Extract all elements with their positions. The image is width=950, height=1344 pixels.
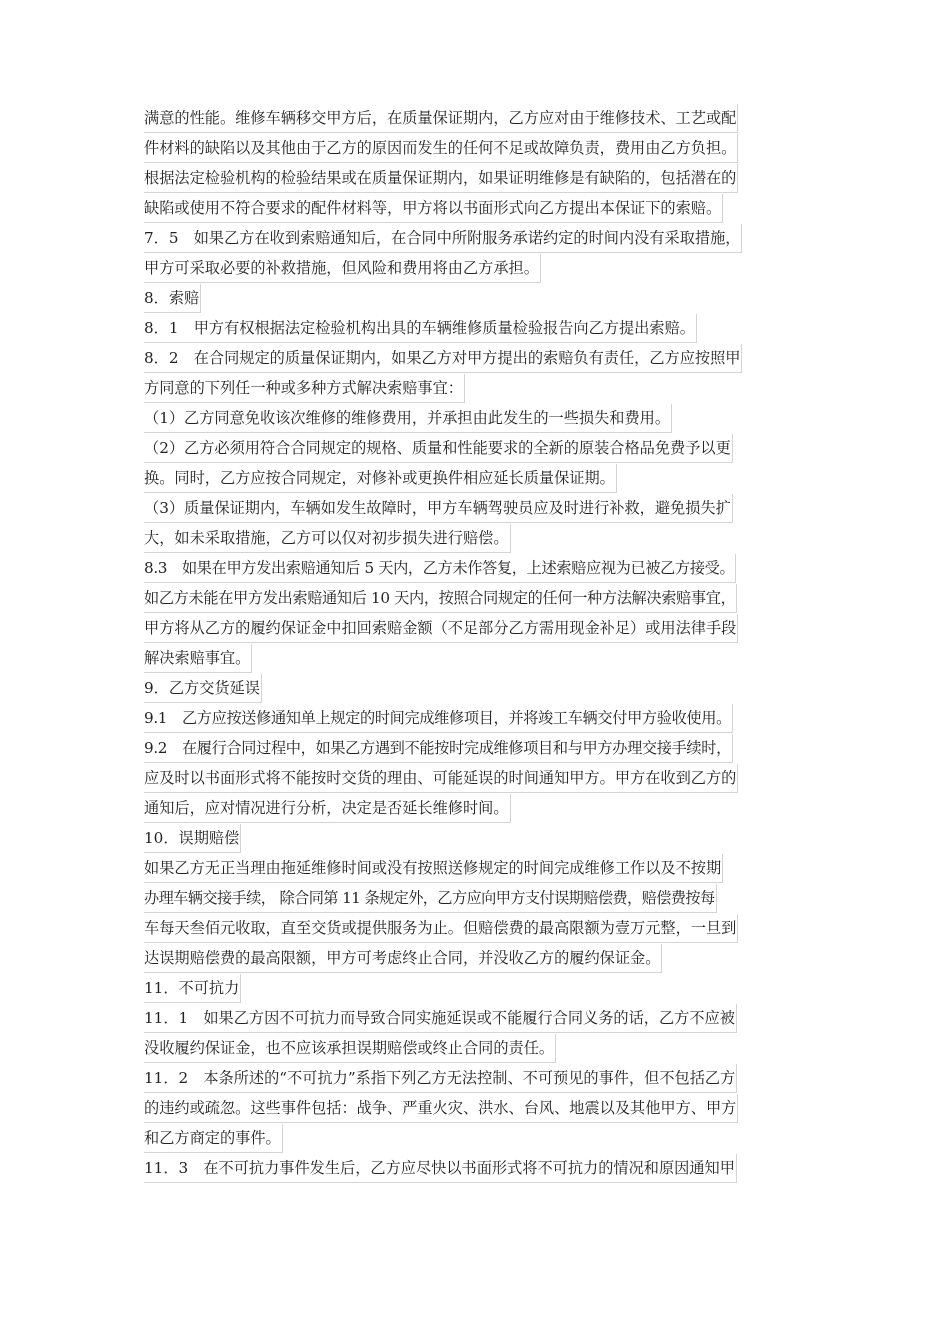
section-heading-text: 10．误期赔偿: [144, 824, 241, 853]
text-line-content: 11．3 在不可抗力事件发生后，乙方应尽快以书面形式将不可抗力的情况和原因通知甲: [144, 1154, 737, 1183]
section-heading-text: 8．索赔: [144, 284, 201, 313]
text-line: [144, 854, 804, 884]
text-line-content: 应及时以书面形式将不能按时交货的理由、可能延误的时间通知甲方。甲方在收到乙方的: [144, 764, 738, 793]
text-line-content: （3）质量保证期内，车辆如发生故障时，甲方车辆驾驶员应及时进行补救，避免损失扩: [144, 494, 733, 523]
section-heading-text: 11．不可抗力: [144, 974, 241, 1003]
text-line: [144, 794, 804, 824]
text-line-content: 件材料的缺陷以及其他由于乙方的原因而发生的任何不足或故障负责，费用由乙方负担。: [144, 134, 738, 163]
text-line-content: 通知后，应对情况进行分析，决定是否延长维修时间。: [144, 794, 511, 823]
section-heading: [144, 824, 804, 854]
section-heading: [144, 284, 804, 314]
text-line: [144, 434, 804, 464]
text-line: [144, 1154, 804, 1184]
text-line: [144, 464, 804, 494]
text-line-content: 没收履约保证金，也不应该承担误期赔偿或终止合同的责任。: [144, 1034, 556, 1063]
text-line-content: （1）乙方同意免收该次维修的维修费用，并承担由此发生的一些损失和费用。: [144, 404, 672, 433]
text-line: [144, 134, 804, 164]
text-line-content: 8.3 如果在甲方发出索赔通知后 5 天内，乙方未作答复，上述索赔应视为已被乙方接受。: [144, 554, 736, 583]
text-line: [144, 1064, 804, 1094]
text-line-content: 11．2 本条所述的“不可抗力”系指下列乙方无法控制、不可预见的事件，但不包括乙方: [144, 1064, 737, 1093]
text-line: [144, 104, 804, 134]
text-line: [144, 914, 804, 944]
text-line: [144, 584, 804, 614]
text-line: [144, 734, 804, 764]
text-line-content: 车每天叁佰元收取，直至交货或提供服务为止。但赔偿费的最高限额为壹万元整，一旦到: [144, 914, 738, 943]
text-line-content: 解决索赔事宜。: [144, 644, 252, 673]
text-line-content: 9.2 在履行合同过程中，如果乙方遇到不能按时完成维修项目和与甲方办理交接手续时，: [144, 734, 733, 763]
text-line-content: 8．1 甲方有权根据法定检验机构出具的车辆维修质量检验报告向乙方提出索赔。: [144, 314, 697, 343]
text-line: [144, 1034, 804, 1064]
text-line: [144, 194, 804, 224]
text-line-content: 甲方可采取必要的补救措施，但风险和费用将由乙方承担。: [144, 254, 541, 283]
text-line-content: 和乙方商定的事件。: [144, 1124, 283, 1153]
text-line-content: 办理车辆交接手续， 除合同第 11 条规定外，乙方应向甲方支付误期赔偿费，赔偿费按每: [144, 884, 717, 913]
text-line: [144, 314, 804, 344]
text-line: [144, 554, 804, 584]
text-line-content: 达误期赔偿费的最高限额，甲方可考虑终止合同，并没收乙方的履约保证金。: [144, 944, 662, 973]
text-line: [144, 884, 804, 914]
text-line: [144, 1004, 804, 1034]
text-line: [144, 254, 804, 284]
section-heading-text: 9．乙方交货延误: [144, 674, 262, 703]
text-line-content: 9.1 乙方应按送修通知单上规定的时间完成维修项目，并将竣工车辆交付甲方验收使用。: [144, 704, 733, 733]
text-line-content: 缺陷或使用不符合要求的配件材料等，甲方将以书面形式向乙方提出本保证下的索赔。: [144, 194, 723, 223]
text-line: [144, 344, 804, 374]
text-line: [144, 614, 804, 644]
text-line: [144, 494, 804, 524]
text-line-content: 换。同时，乙方应按合同规定，对修补或更换件相应延长质量保证期。: [144, 464, 617, 493]
text-line: [144, 1124, 804, 1154]
text-line-content: 大，如未采取措施，乙方可以仅对初步损失进行赔偿。: [144, 524, 511, 553]
text-line: [144, 1094, 804, 1124]
text-line-content: 如果乙方无正当理由拖延维修时间或没有按照送修规定的时间完成维修工作以及不按期: [144, 854, 723, 883]
text-line: [144, 764, 804, 794]
text-line-content: （2）乙方必须用符合合同规定的规格、质量和性能要求的全新的原装合格品免费予以更: [144, 434, 733, 463]
text-line: [144, 704, 804, 734]
text-line-content: 满意的性能。维修车辆移交甲方后，在质量保证期内，乙方应对由于维修技术、工艺或配: [144, 104, 738, 133]
text-line: [144, 524, 804, 554]
text-line-content: 根据法定检验机构的检验结果或在质量保证期内，如果证明维修是有缺陷的，包括潜在的: [144, 164, 738, 193]
text-line-content: 11．1 如果乙方因不可抗力而导致合同实施延误或不能履行合同义务的话，乙方不应被: [144, 1004, 737, 1033]
text-line: [144, 644, 804, 674]
text-line: [144, 164, 804, 194]
text-line-content: 的违约或疏忽。这些事件包括：战争、严重火灾、洪水、台风、地震以及其他甲方、甲方: [144, 1094, 738, 1123]
text-line-content: 7．5 如果乙方在收到索赔通知后，在合同中所附服务承诺约定的时间内没有采取措施，: [144, 224, 742, 253]
section-heading: [144, 674, 804, 704]
document-body: [144, 104, 804, 1184]
section-heading: [144, 974, 804, 1004]
text-line: [144, 224, 804, 254]
text-line-content: 如乙方未能在甲方发出索赔通知后 10 天内，按照合同规定的任何一种方法解决索赔事宜，: [144, 584, 737, 613]
text-line: [144, 374, 804, 404]
text-line: [144, 404, 804, 434]
text-line-content: 8．2 在合同规定的质量保证期内，如果乙方对甲方提出的索赔负有责任，乙方应按照甲: [144, 344, 742, 373]
text-line-content: 甲方将从乙方的履约保证金中扣回索赔金额（不足部分乙方需用现金补足）或用法律手段: [144, 614, 738, 643]
text-line-content: 方同意的下列任一种或多种方式解决索赔事宜：: [144, 374, 465, 403]
text-line: [144, 944, 804, 974]
